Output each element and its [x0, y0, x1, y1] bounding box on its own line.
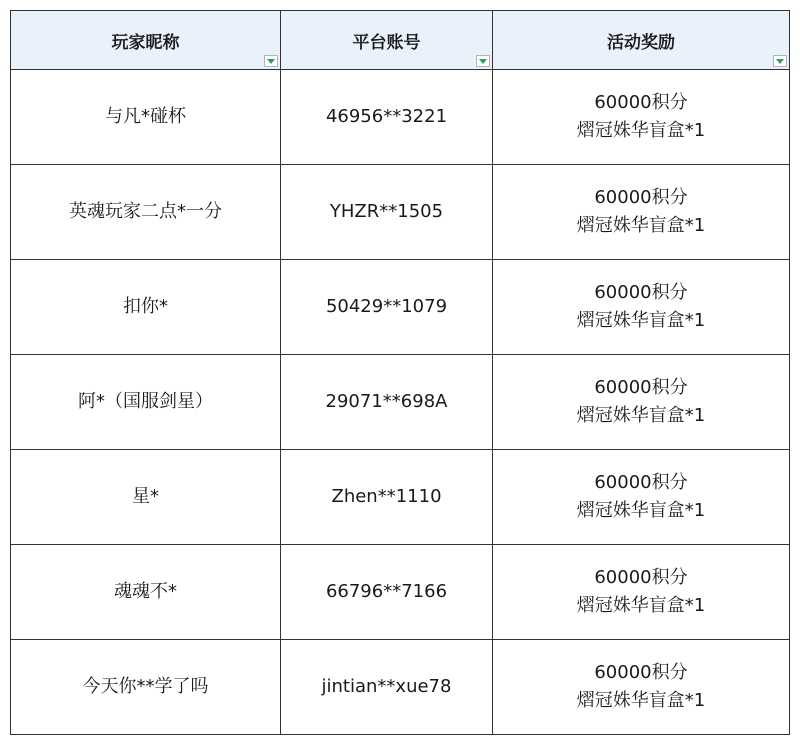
reward-points: 60000积分: [594, 567, 688, 588]
header-row: [11, 11, 790, 70]
account-cell[interactable]: YHZR**1505: [281, 165, 493, 260]
account-cell[interactable]: 29071**698A: [281, 355, 493, 450]
reward-item: 熠冠姝华盲盒*1: [576, 690, 706, 711]
account-cell[interactable]: Zhen**1110: [281, 450, 493, 545]
nickname-cell[interactable]: 魂魂不*: [11, 545, 281, 640]
reward-points: 60000积分: [594, 377, 688, 398]
table-row: [11, 450, 790, 545]
header-account-label: 平台账号: [352, 32, 421, 53]
reward-points: 60000积分: [594, 92, 688, 113]
reward-cell[interactable]: [493, 355, 790, 450]
table-row: [11, 640, 790, 735]
header-nickname-label: 玩家昵称: [111, 32, 180, 53]
account-cell[interactable]: 50429**1079: [281, 260, 493, 355]
header-nickname: [11, 11, 281, 70]
reward-cell[interactable]: [493, 545, 790, 640]
dropdown-filter-icon[interactable]: [773, 55, 787, 67]
table-row: [11, 260, 790, 355]
reward-points: 60000积分: [594, 662, 688, 683]
table-row: [11, 355, 790, 450]
nickname-cell[interactable]: 今天你**学了吗: [11, 640, 281, 735]
nickname-cell[interactable]: 与凡*碰杯: [11, 70, 281, 165]
reward-item: 熠冠姝华盲盒*1: [576, 310, 706, 331]
table-row: [11, 165, 790, 260]
nickname-cell[interactable]: 扣你*: [11, 260, 281, 355]
reward-points: 60000积分: [594, 472, 688, 493]
account-cell[interactable]: 46956**3221: [281, 70, 493, 165]
header-reward: [493, 11, 790, 70]
dropdown-filter-icon[interactable]: [476, 55, 490, 67]
table-header: [11, 11, 790, 70]
reward-points: 60000积分: [594, 282, 688, 303]
reward-cell[interactable]: [493, 165, 790, 260]
nickname-cell[interactable]: 英魂玩家二点*一分: [11, 165, 281, 260]
reward-item: 熠冠姝华盲盒*1: [576, 405, 706, 426]
reward-cell[interactable]: [493, 450, 790, 545]
reward-item: 熠冠姝华盲盒*1: [576, 215, 706, 236]
header-account: [281, 11, 493, 70]
table-row: [11, 545, 790, 640]
dropdown-filter-icon[interactable]: [264, 55, 278, 67]
table-body: [11, 70, 790, 735]
header-reward-label: 活动奖励: [607, 32, 675, 53]
account-cell[interactable]: 66796**7166: [281, 545, 493, 640]
reward-item: 熠冠姝华盲盒*1: [576, 120, 706, 141]
reward-points: 60000积分: [594, 187, 688, 208]
nickname-cell[interactable]: 星*: [11, 450, 281, 545]
reward-cell[interactable]: [493, 640, 790, 735]
reward-table: [10, 10, 790, 735]
reward-cell[interactable]: [493, 260, 790, 355]
reward-cell[interactable]: [493, 70, 790, 165]
nickname-cell[interactable]: 阿*（国服剑星）: [11, 355, 281, 450]
reward-item: 熠冠姝华盲盒*1: [576, 595, 706, 616]
table-row: [11, 70, 790, 165]
account-cell[interactable]: jintian**xue78: [281, 640, 493, 735]
reward-item: 熠冠姝华盲盒*1: [576, 500, 706, 521]
